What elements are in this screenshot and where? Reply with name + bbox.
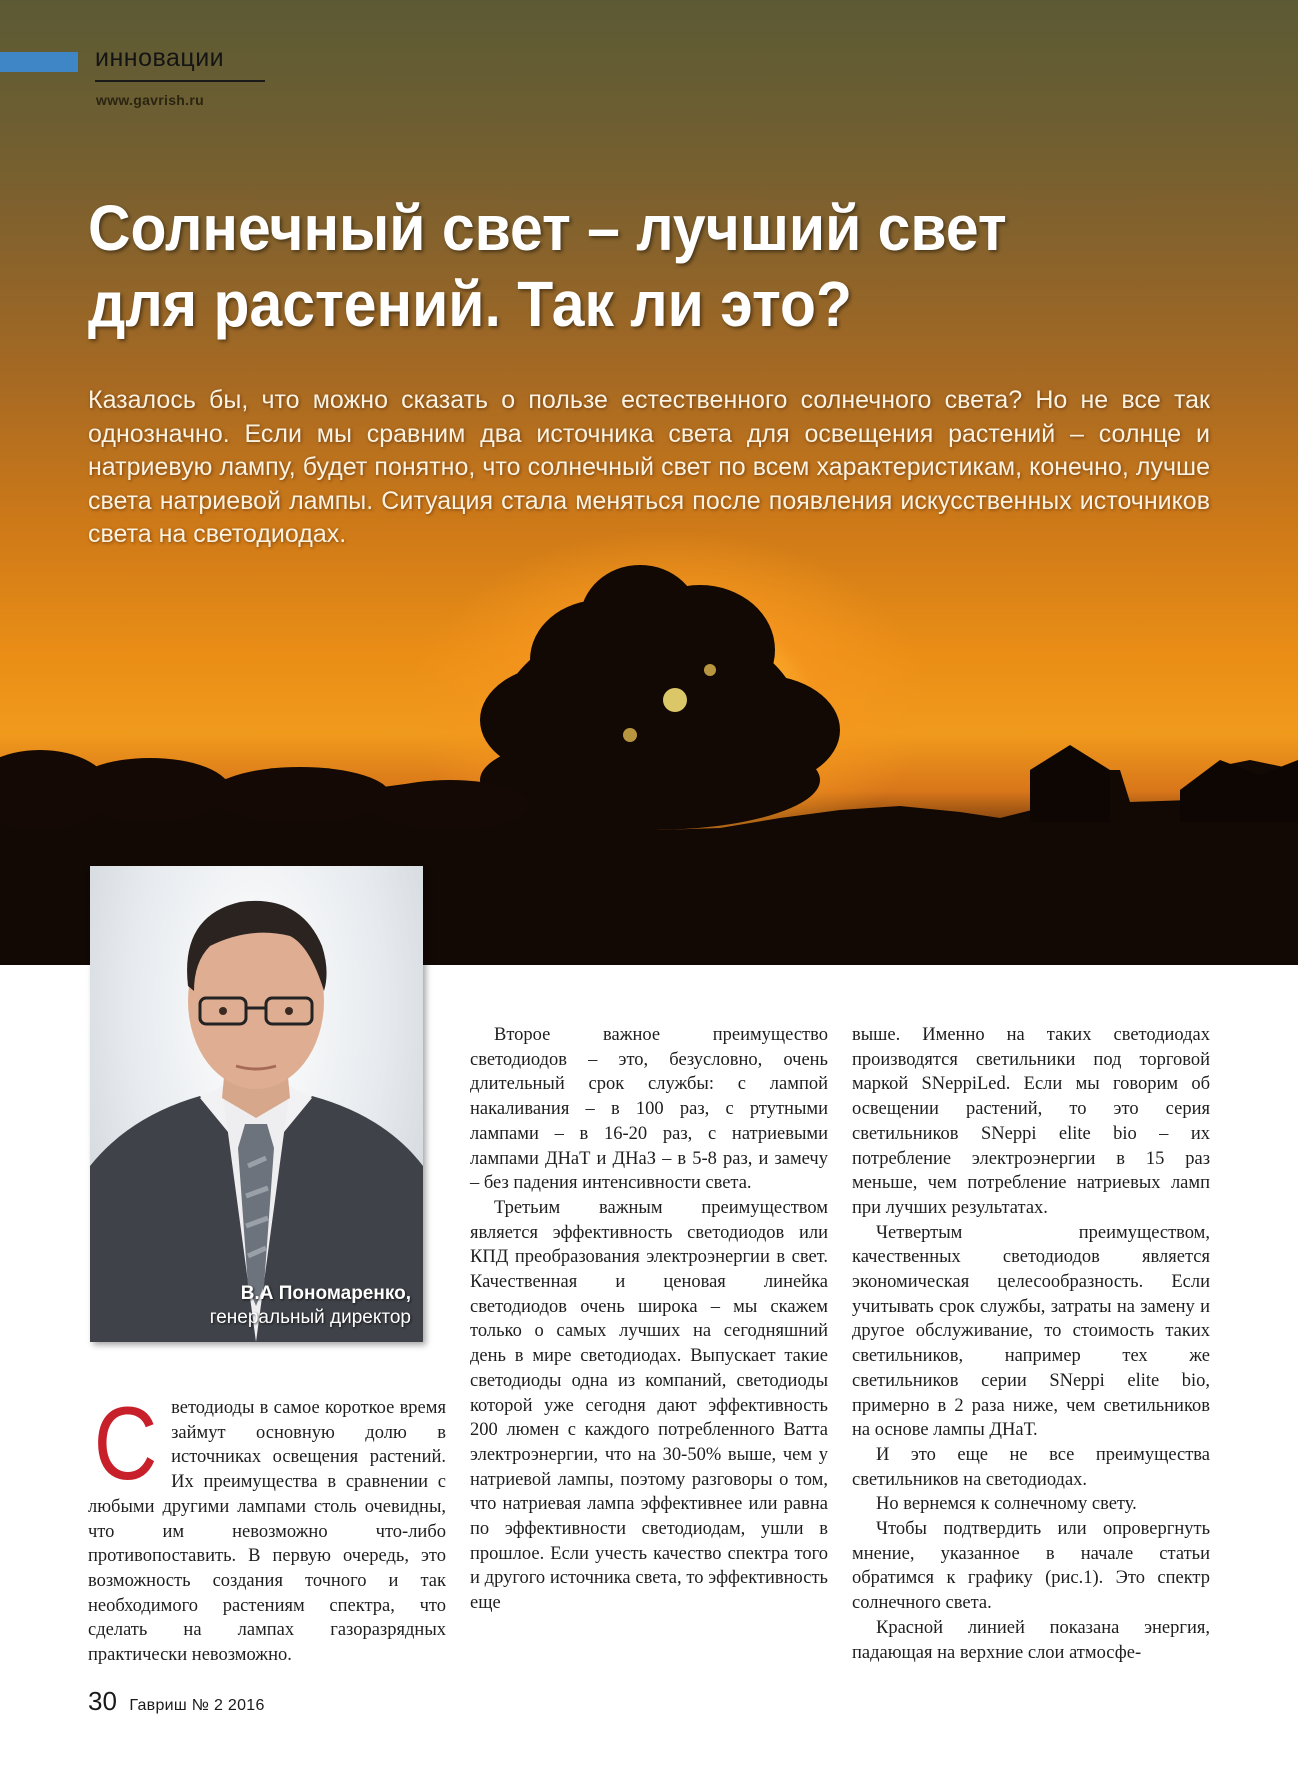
page-number: 30: [88, 1686, 117, 1716]
author-portrait: [90, 866, 423, 1342]
drop-cap: С: [93, 1386, 158, 1502]
paragraph: Третьим важным преимуществом является эффективность светодиодов или КПД преобразования электроэнергии в свет. Качественная и ценовая линейка светодиодов очень широка – мы скажем только о самых лучших на сегодняшний день в мире светодиодах. Выпускает такие светодиоды одна из компаний, светодиоды которой уже сегодня дают эффективность 200 люмен с каждого потребленного Ватта электроэнергии, что на 30-50% выше, чем у натриевой лампы, поэтому разговоры о том, что натриевая лампа эффективнее или равна по эффективности светодиодам, ушли в прошлое. Если учесть качество спектра того и другого источника света, то эффективность еще: [470, 1197, 828, 1614]
body-column-2: [470, 1023, 828, 1616]
article-title-line-2: для растений. Так ли это?: [88, 268, 852, 340]
site-url: www.gavrish.ru: [96, 92, 204, 108]
author-role: генеральный директор: [209, 1307, 411, 1328]
portrait-caption: [210, 1282, 411, 1330]
paragraph: Но вернемся к солнечному свету.: [876, 1494, 1137, 1515]
paragraph: ветодиоды в самое короткое время займут основную долю в источниках освещения растений. Их преимущества в сравнении с любыми другими лампами столь очевидны, что им невозможно что-либо противопоставить. В первую очередь, это возможность создания точного и так необходимого растениям спектра, что сделать на лампах газоразрядных практически невозможно.: [88, 1398, 446, 1666]
article-title: [88, 190, 1146, 342]
page-footer: [88, 1686, 265, 1717]
paragraph: выше. Именно на таких светодиодах производятся светильники под торговой маркой SNeppiLed. Если мы говорим об освещении растений, то это серия светильников SNeppi elite bio – их потребление электроэнергии в 15 раз меньше, чем потребление натриевых ламп при лучших результатах.: [852, 1025, 1210, 1218]
paragraph: Красной линией показана энергия, падающая на верхние слои атмосфе-: [852, 1617, 1210, 1663]
article-title-line-1: Солнечный свет – лучший свет: [88, 192, 1007, 264]
magazine-issue: Гавриш № 2 2016: [129, 1697, 265, 1714]
article-lead: Казалось бы, что можно сказать о пользе естественного солнечного света? Но не все так однозначно. Если мы сравним два источника света для освещения растений – солнце и натриевую лампу, будет понятно, что солнечный свет по всем характеристикам, конечно, лучше света натриевой лампы. Ситуация стала меняться после появления искусственных источников света на светодиодах.: [88, 386, 1210, 548]
section-color-bar: [0, 52, 78, 72]
body-column-3: [852, 1023, 1210, 1665]
paragraph: Чтобы подтвердить или опровергнуть мнение, указанное в начале статьи обратимся к графику (рис.1). Это спектр солнечного света.: [852, 1519, 1210, 1614]
section-title: инновации: [95, 44, 225, 72]
paragraph: И это еще не все преимущества светильников на светодиодах.: [852, 1444, 1210, 1490]
portrait-illustration: [90, 866, 423, 1342]
body-column-1: [88, 1386, 446, 1668]
author-name: В.А Пономаренко,: [240, 1283, 411, 1304]
section-divider: [95, 80, 265, 82]
paragraph: Второе важное преимущество светодиодов – это, безусловно, очень длительный срок службы: с лампой накаливания – в 100 раз, с ртутными лампами – в 16-20 раз, с натриевыми лампами ДНаТ и ДНаЗ – в 5-8 раз, и замечу – без падения интенсивности света.: [470, 1025, 828, 1194]
paragraph: Четвертым преимуществом, качественных светодиодов является экономическая целесообразность. Если учитывать срок службы, затраты на замену и другое обслуживание, то стоимость таких светильников, например тех же светильников серии SNeppi elite bio, примерно в 2 раза ниже, чем светильников на основе лампы ДНаТ.: [852, 1222, 1210, 1441]
